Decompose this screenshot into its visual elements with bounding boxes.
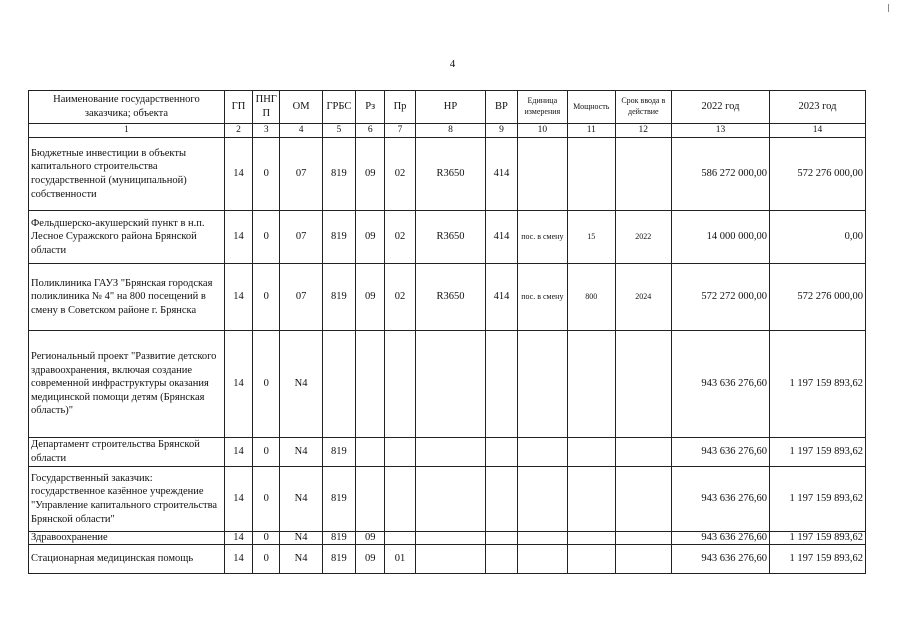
cell-capacity xyxy=(568,331,615,438)
cell-rz: 09 xyxy=(356,264,385,331)
cell-png: 0 xyxy=(253,211,280,264)
cell-om: 07 xyxy=(280,138,322,211)
column-index: 13 xyxy=(672,124,770,138)
row-name: Бюджетные инвестиции в объекты капитального строительства государственной (муниципальной) собственности xyxy=(29,138,225,211)
cell-unit: пос. в смену xyxy=(517,264,567,331)
cell-om: N4 xyxy=(280,467,322,532)
cell-unit xyxy=(517,331,567,438)
cell-om: N4 xyxy=(280,331,322,438)
cell-unit xyxy=(517,545,567,574)
column-index: 1 xyxy=(29,124,225,138)
cell-om: 07 xyxy=(280,264,322,331)
column-index: 7 xyxy=(385,124,415,138)
header-pr: Пр xyxy=(385,91,415,124)
row-name: Региональный проект "Развитие детского здравоохранения, включая создание современной инфраструктуры оказания медицинской помощи детям (Брянская область)" xyxy=(29,331,225,438)
table-row xyxy=(29,331,866,438)
cell-2022: 943 636 276,60 xyxy=(672,545,770,574)
cell-png: 0 xyxy=(253,331,280,438)
header-capacity: Мощность xyxy=(568,91,615,124)
cell-nr: R3650 xyxy=(415,264,486,331)
cell-rz xyxy=(356,438,385,467)
column-index-row xyxy=(29,124,866,138)
header-om: ОМ xyxy=(280,91,322,124)
row-name: Здравоохранение xyxy=(29,532,225,545)
cell-unit: пос. в смену xyxy=(517,211,567,264)
cell-rz: 09 xyxy=(356,545,385,574)
cell-grbs: 819 xyxy=(322,438,355,467)
cell-deadline: 2022 xyxy=(615,211,672,264)
cell-deadline xyxy=(615,438,672,467)
cell-gp: 14 xyxy=(224,545,252,574)
cell-2022: 14 000 000,00 xyxy=(672,211,770,264)
table-row xyxy=(29,211,866,264)
cell-gp: 14 xyxy=(224,138,252,211)
column-index: 3 xyxy=(253,124,280,138)
header-name: Наименование государственного заказчика; объекта xyxy=(29,91,225,124)
cell-gp: 14 xyxy=(224,467,252,532)
cell-nr xyxy=(415,545,486,574)
row-name: Государственный заказчик: государственное казённое учреждение "Управление капитального строительства Брянской области" xyxy=(29,467,225,532)
cell-capacity xyxy=(568,138,615,211)
cell-capacity xyxy=(568,532,615,545)
cell-om: 07 xyxy=(280,211,322,264)
cell-unit xyxy=(517,438,567,467)
column-index: 4 xyxy=(280,124,322,138)
header-gp: ГП xyxy=(224,91,252,124)
table-row xyxy=(29,545,866,574)
cell-2023: 572 276 000,00 xyxy=(769,264,865,331)
header-year-2023: 2023 год xyxy=(769,91,865,124)
cell-2022: 943 636 276,60 xyxy=(672,467,770,532)
cell-png: 0 xyxy=(253,138,280,211)
row-name: Стационарная медицинская помощь xyxy=(29,545,225,574)
column-index: 8 xyxy=(415,124,486,138)
column-index: 2 xyxy=(224,124,252,138)
cell-png: 0 xyxy=(253,467,280,532)
cell-pr xyxy=(385,438,415,467)
cell-png: 0 xyxy=(253,438,280,467)
row-name: Департамент строительства Брянской области xyxy=(29,438,225,467)
column-index: 10 xyxy=(517,124,567,138)
cell-grbs xyxy=(322,331,355,438)
cell-om: N4 xyxy=(280,545,322,574)
row-name: Поликлиника ГАУЗ "Брянская городская поликлиника № 4" на 800 посещений в смену в Советском районе г. Брянска xyxy=(29,264,225,331)
cell-2023: 1 197 159 893,62 xyxy=(769,532,865,545)
cell-2022: 586 272 000,00 xyxy=(672,138,770,211)
page-number: 4 xyxy=(449,58,456,70)
cell-gp: 14 xyxy=(224,331,252,438)
cell-nr: R3650 xyxy=(415,211,486,264)
cell-pr: 02 xyxy=(385,264,415,331)
cell-deadline xyxy=(615,138,672,211)
budget-table xyxy=(28,90,866,574)
cell-rz: 09 xyxy=(356,532,385,545)
header-unit: Единица измерения xyxy=(517,91,567,124)
cell-2022: 572 272 000,00 xyxy=(672,264,770,331)
scan-edge-mark xyxy=(888,4,889,12)
cell-deadline xyxy=(615,545,672,574)
cell-grbs: 819 xyxy=(322,532,355,545)
table-row xyxy=(29,138,866,211)
cell-gp: 14 xyxy=(224,532,252,545)
cell-vr xyxy=(486,467,517,532)
column-index: 5 xyxy=(322,124,355,138)
cell-2023: 1 197 159 893,62 xyxy=(769,438,865,467)
column-index: 6 xyxy=(356,124,385,138)
cell-grbs: 819 xyxy=(322,467,355,532)
cell-pr: 01 xyxy=(385,545,415,574)
cell-rz xyxy=(356,331,385,438)
cell-vr: 414 xyxy=(486,211,517,264)
cell-grbs: 819 xyxy=(322,545,355,574)
cell-png: 0 xyxy=(253,545,280,574)
cell-2022: 943 636 276,60 xyxy=(672,532,770,545)
cell-capacity: 800 xyxy=(568,264,615,331)
cell-unit xyxy=(517,532,567,545)
cell-nr xyxy=(415,467,486,532)
cell-rz xyxy=(356,467,385,532)
table-row xyxy=(29,264,866,331)
column-index: 9 xyxy=(486,124,517,138)
cell-nr: R3650 xyxy=(415,138,486,211)
cell-grbs: 819 xyxy=(322,264,355,331)
row-name: Фельдшерско-акушерский пункт в н.п. Лесное Суражского района Брянской области xyxy=(29,211,225,264)
cell-vr xyxy=(486,331,517,438)
header-nr: НР xyxy=(415,91,486,124)
header-deadline: Срок ввода в действие xyxy=(615,91,672,124)
table-row xyxy=(29,532,866,545)
table-row xyxy=(29,467,866,532)
header-grbs: ГРБС xyxy=(322,91,355,124)
cell-grbs: 819 xyxy=(322,138,355,211)
column-index: 11 xyxy=(568,124,615,138)
cell-capacity xyxy=(568,467,615,532)
cell-2023: 0,00 xyxy=(769,211,865,264)
cell-unit xyxy=(517,138,567,211)
cell-deadline: 2024 xyxy=(615,264,672,331)
cell-vr: 414 xyxy=(486,138,517,211)
cell-gp: 14 xyxy=(224,211,252,264)
header-png: ПНГ П xyxy=(253,91,280,124)
cell-grbs: 819 xyxy=(322,211,355,264)
cell-deadline xyxy=(615,331,672,438)
cell-2023: 572 276 000,00 xyxy=(769,138,865,211)
cell-2022: 943 636 276,60 xyxy=(672,438,770,467)
cell-deadline xyxy=(615,467,672,532)
cell-pr xyxy=(385,467,415,532)
header-year-2022: 2022 год xyxy=(672,91,770,124)
table-row xyxy=(29,438,866,467)
cell-gp: 14 xyxy=(224,438,252,467)
header-rz: Рз xyxy=(356,91,385,124)
cell-unit xyxy=(517,467,567,532)
cell-deadline xyxy=(615,532,672,545)
cell-nr xyxy=(415,331,486,438)
cell-om: N4 xyxy=(280,438,322,467)
cell-rz: 09 xyxy=(356,138,385,211)
cell-2022: 943 636 276,60 xyxy=(672,331,770,438)
cell-nr xyxy=(415,438,486,467)
cell-pr: 02 xyxy=(385,138,415,211)
header-row xyxy=(29,91,866,124)
cell-2023: 1 197 159 893,62 xyxy=(769,331,865,438)
header-vr: ВР xyxy=(486,91,517,124)
column-index: 12 xyxy=(615,124,672,138)
cell-capacity: 15 xyxy=(568,211,615,264)
column-index: 14 xyxy=(769,124,865,138)
cell-png: 0 xyxy=(253,264,280,331)
cell-pr: 02 xyxy=(385,211,415,264)
cell-2023: 1 197 159 893,62 xyxy=(769,545,865,574)
cell-capacity xyxy=(568,438,615,467)
cell-nr xyxy=(415,532,486,545)
cell-pr xyxy=(385,532,415,545)
cell-capacity xyxy=(568,545,615,574)
cell-png: 0 xyxy=(253,532,280,545)
cell-vr xyxy=(486,438,517,467)
cell-2023: 1 197 159 893,62 xyxy=(769,467,865,532)
cell-vr xyxy=(486,545,517,574)
cell-vr: 414 xyxy=(486,264,517,331)
cell-pr xyxy=(385,331,415,438)
cell-rz: 09 xyxy=(356,211,385,264)
cell-gp: 14 xyxy=(224,264,252,331)
cell-om: N4 xyxy=(280,532,322,545)
cell-vr xyxy=(486,532,517,545)
